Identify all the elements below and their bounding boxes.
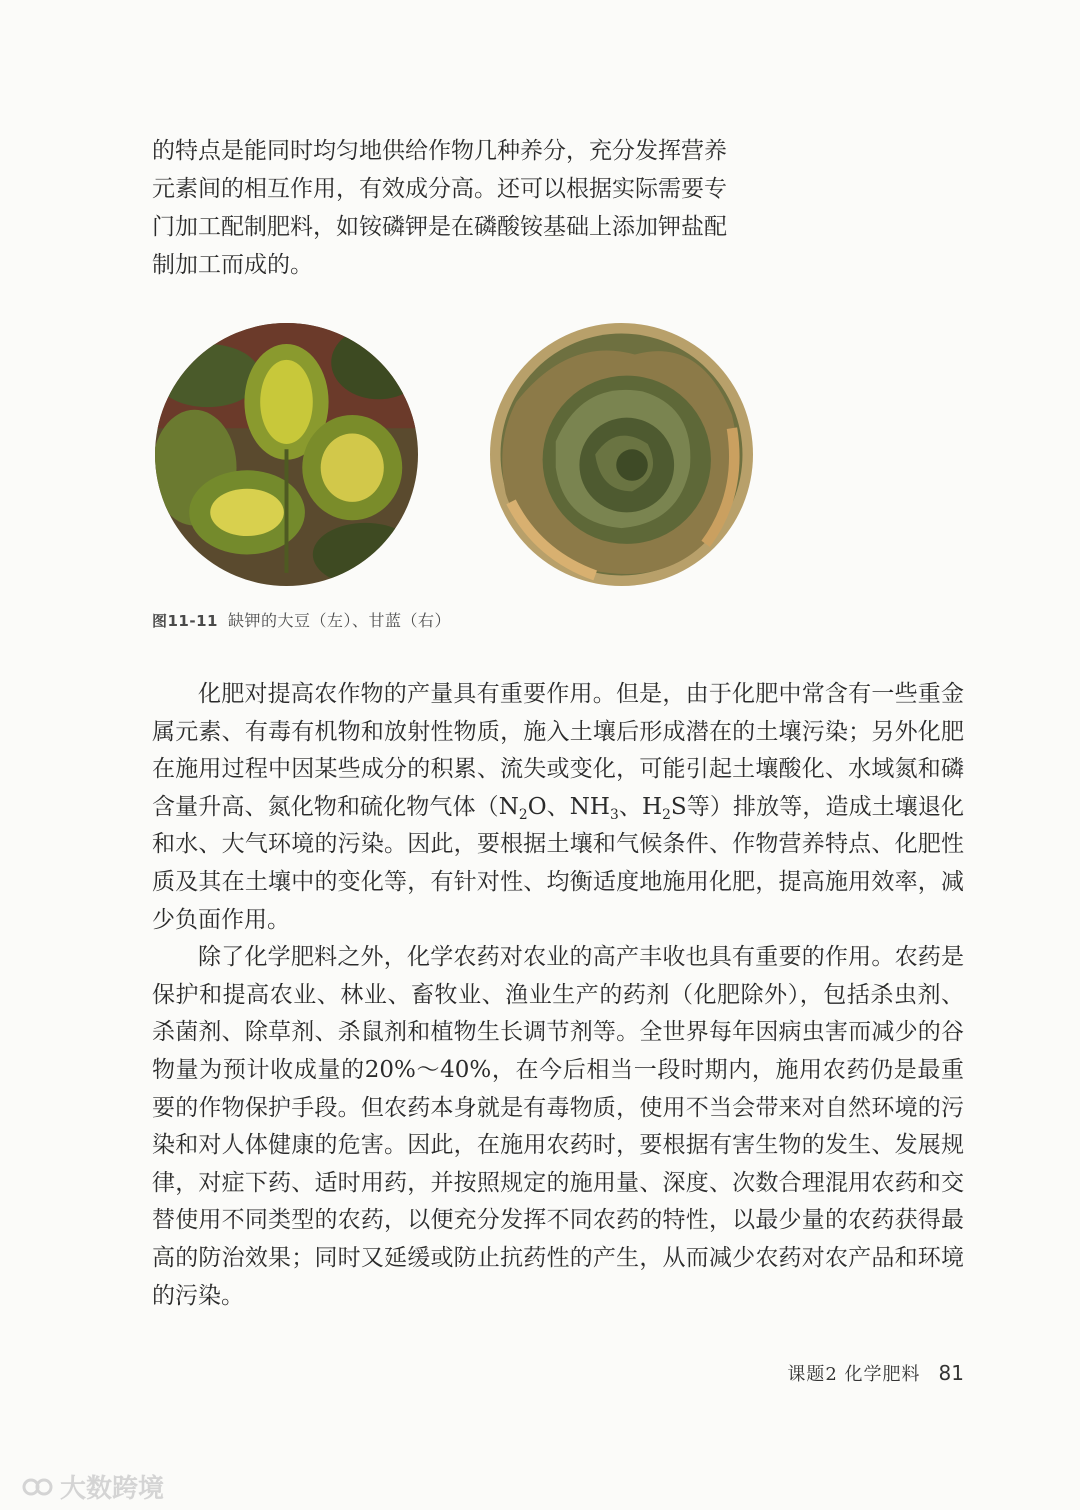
- text-run: 化肥对提高农作物的产量具有重要作用。但是，由于化肥中常含有一些重金属元素、有毒有机物和放射性物质，施入土壤后形成潜在的土壤污染；另外化肥在施用过程中因某些成分的积累、流失或变化，可能引起土壤酸化、水域氮和磷含量升高、氮化物和硫化物气体（: [152, 681, 964, 820]
- page-number: 81: [938, 1361, 964, 1385]
- text-line: 制加工而成的。: [152, 252, 313, 278]
- formula-h2s: H: [642, 793, 663, 820]
- subscript: 2: [662, 806, 671, 823]
- figure-label: 图11-11: [152, 612, 218, 630]
- text-line: 的特点是能同时均匀地供给作物几种养分，充分发挥营养: [152, 138, 727, 164]
- page-footer: [787, 1360, 964, 1386]
- text-line: 门加工配制肥料，如铵磷钾是在磷酸铵基础上添加钾盐配: [152, 214, 727, 240]
- formula-n2o: N: [498, 793, 519, 820]
- text-line: 元素间的相互作用，有效成分高。还可以根据实际需要专: [152, 176, 727, 202]
- watermark-text: 大数跨境: [60, 1474, 165, 1504]
- subscript: 3: [609, 806, 619, 823]
- cabbage-photo: [490, 323, 753, 586]
- soybean-photo: [155, 323, 418, 586]
- formula-h2s-tail: S: [670, 793, 687, 820]
- formula-nh3: NH: [569, 793, 610, 820]
- body-text: [152, 676, 964, 1315]
- intro-paragraph: [152, 132, 767, 284]
- paragraph: [152, 676, 964, 939]
- formula-n2o-tail: O: [527, 793, 547, 820]
- paragraph: 除了化学肥料之外，化学农药对农业的高产丰收也具有重要的作用。农药是保护和提高农业、林业、畜牧业、渔业生产的药剂（化肥除外），包括杀虫剂、杀菌剂、除草剂、杀鼠剂和植物生长调节剂等。全世界每年因病虫害而减少的谷物量为预计收成量的20%～40%，在今后相当一段时期内，施用农药仍是最重要的作物保护手段。但农药本身就是有毒物质，使用不当会带来对自然环境的污染和对人体健康的危害。因此，在施用农药时，要根据有害生物的发生、发展规律，对症下药、适时用药，并按照规定的施用量、深度、次数合理混用农药和交替使用不同类型的农药，以便充分发挥不同农药的特性，以最少量的农药获得最高的防治效果；同时又延缓或防止抗药性的产生，从而减少农药对农产品和环境的污染。: [152, 944, 964, 1309]
- figure-caption: [152, 608, 451, 631]
- watermark: [22, 1468, 164, 1505]
- separator: 、: [546, 793, 570, 820]
- chapter-title: 课题2 化学肥料: [787, 1364, 921, 1385]
- logo-icon: [22, 1474, 54, 1500]
- text-run: 等）排放等，造成土壤退化和水、大气环境的污染。因此，要根据土壤和气候条件、作物营养特点、化肥性质及其在土壤中的变化等，有针对性、均衡适度地施用化肥，提高施用效率，减少负面作用。: [152, 793, 965, 933]
- caption-text: 缺钾的大豆（左）、甘蓝（右）: [227, 611, 451, 630]
- subscript: 2: [518, 806, 528, 823]
- separator: 、: [618, 793, 643, 820]
